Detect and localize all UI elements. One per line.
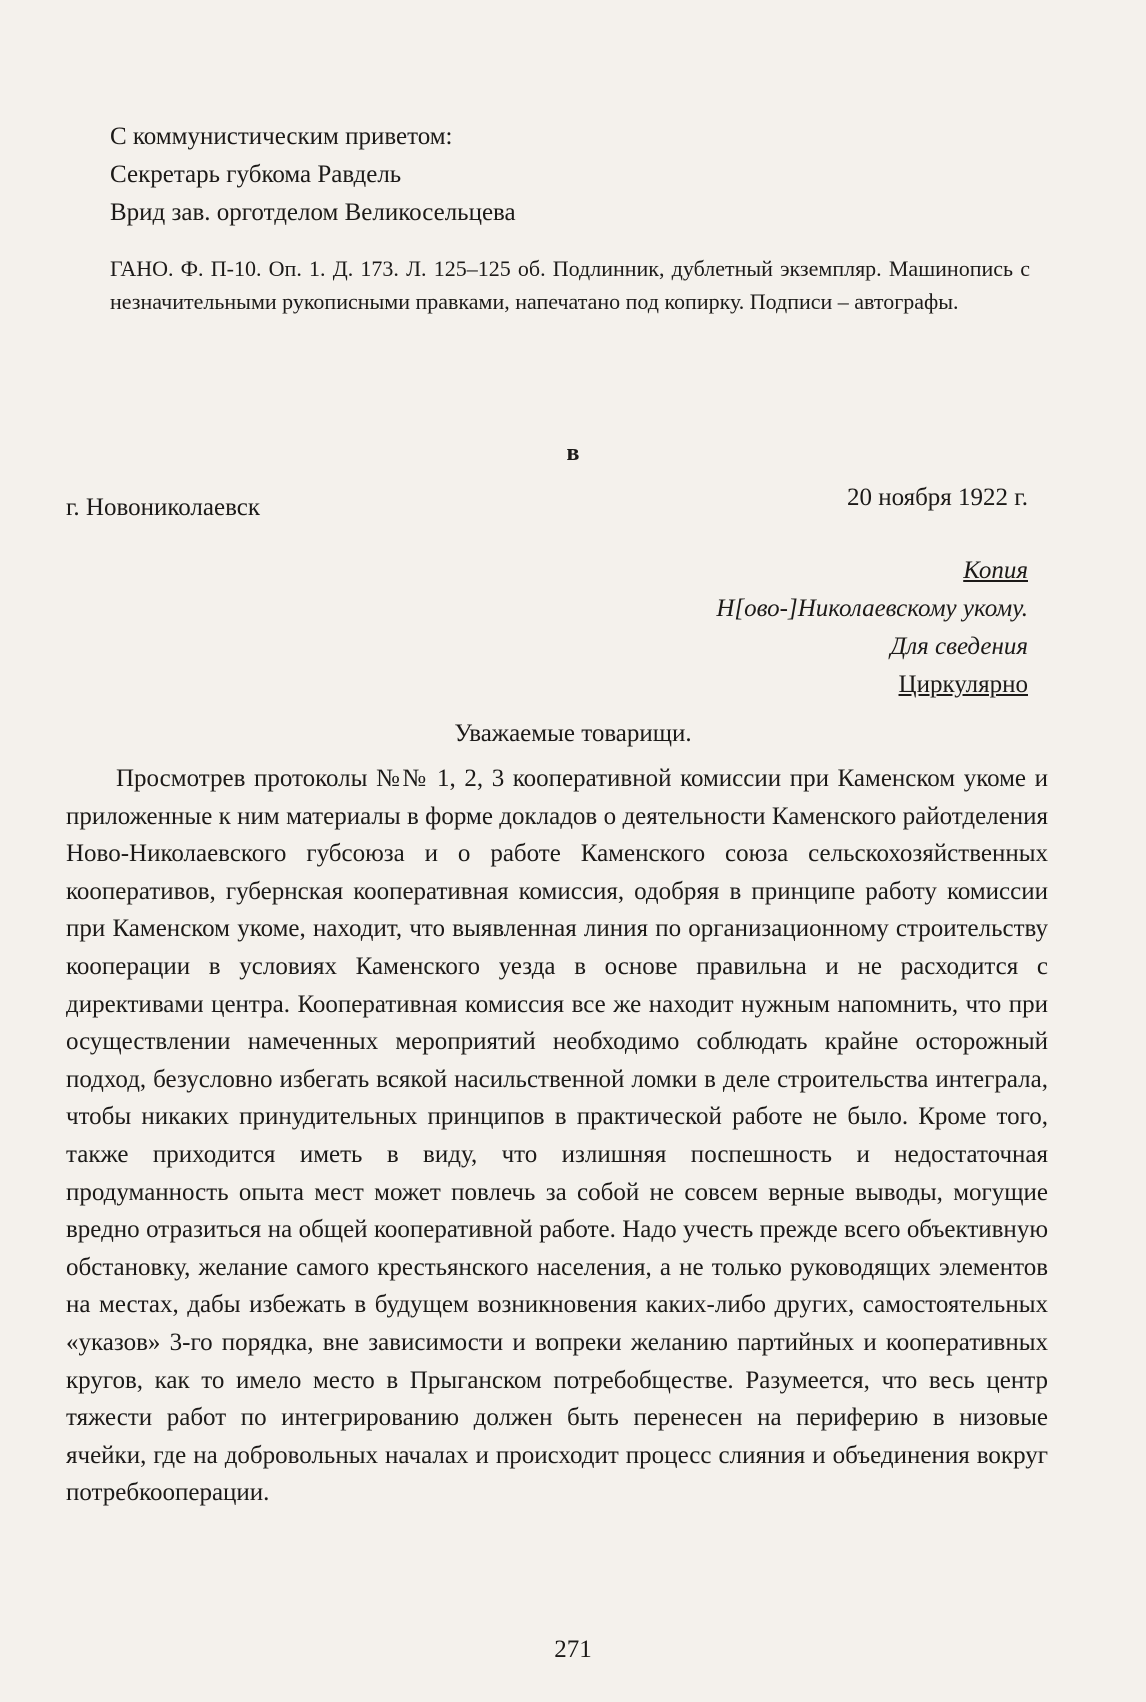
signature-orgdept: Врид зав. орготделом Великосельцева xyxy=(110,199,516,226)
document-letter: в xyxy=(566,440,580,466)
for-information: Для сведения xyxy=(890,633,1028,660)
copy-mark: Копия xyxy=(963,557,1028,584)
place-of-issue: г. Новониколаевск xyxy=(66,494,260,521)
signature-secretary: Секретарь губкома Равдель xyxy=(110,161,402,188)
page-number: 271 xyxy=(554,1636,592,1663)
circular-mark: Циркулярно xyxy=(898,671,1028,698)
signature-block xyxy=(110,118,516,232)
salutation: Уважаемые товарищи. xyxy=(454,720,692,747)
recipient: Н[ово-]Николаевскому укому. xyxy=(716,595,1028,622)
addressee-block xyxy=(716,552,1028,704)
letter-body: Просмотрев протоколы №№ 1, 2, 3 кооперативной комиссии при Каменском укоме и приложенные к ним материалы в форме докладов о деятельности Каменского райотделения Ново-Николаевского губсоюза и о работе Каменского союза сельскохозяйственных кооперативов, губернская кооперативная комиссия, одобряя в принципе работу комиссии при Каменском укоме, находит, что выявленная линия по организационному строительству кооперации в условиях Каменского уезда в основе правильна и не расходится с директивами центра. Кооперативная комиссия все же находит нужным напомнить, что при осуществлении намеченных мероприятий необходимо соблюдать крайне осторожный подход, безусловно избегать всякой насильственной ломки в деле строительства интеграла, чтобы никаких принудительных принципов в практической работе не было. Кроме того, также приходится иметь в виду, что излишняя поспешность и недостаточная продуманность опыта мест может повлечь за собой не совсем верные выводы, могущие вредно отразиться на общей кооперативной работе. Надо учесть прежде всего объективную обстановку, желание самого крестьянского населения, а не только руководящих элементов на местах, дабы избежать в будущем возникновения каких-либо других, самостоятельных «указов» 3-го порядка, вне зависимости и вопреки желанию партийных и кооперативных кругов, как то имело место в Прыганском потребобществе. Разумеется, что весь центр тяжести работ по интегрированию должен быть перенесен на периферию в низовые ячейки, где на добровольных началах и происходит процесс слияния и объединения вокруг потребкооперации. xyxy=(66,765,1048,1507)
document-date: 20 ноября 1922 г. xyxy=(846,484,1028,511)
archive-source-note: ГАНО. Ф. П-10. Оп. 1. Д. 173. Л. 125–125 об. Подлинник, дублетный экземпляр. Машинопись с незначительными рукописными правками, напечатано под копирку. Подписи – автографы. xyxy=(110,256,1030,314)
signature-greeting: С коммунистическим приветом: xyxy=(110,123,453,150)
